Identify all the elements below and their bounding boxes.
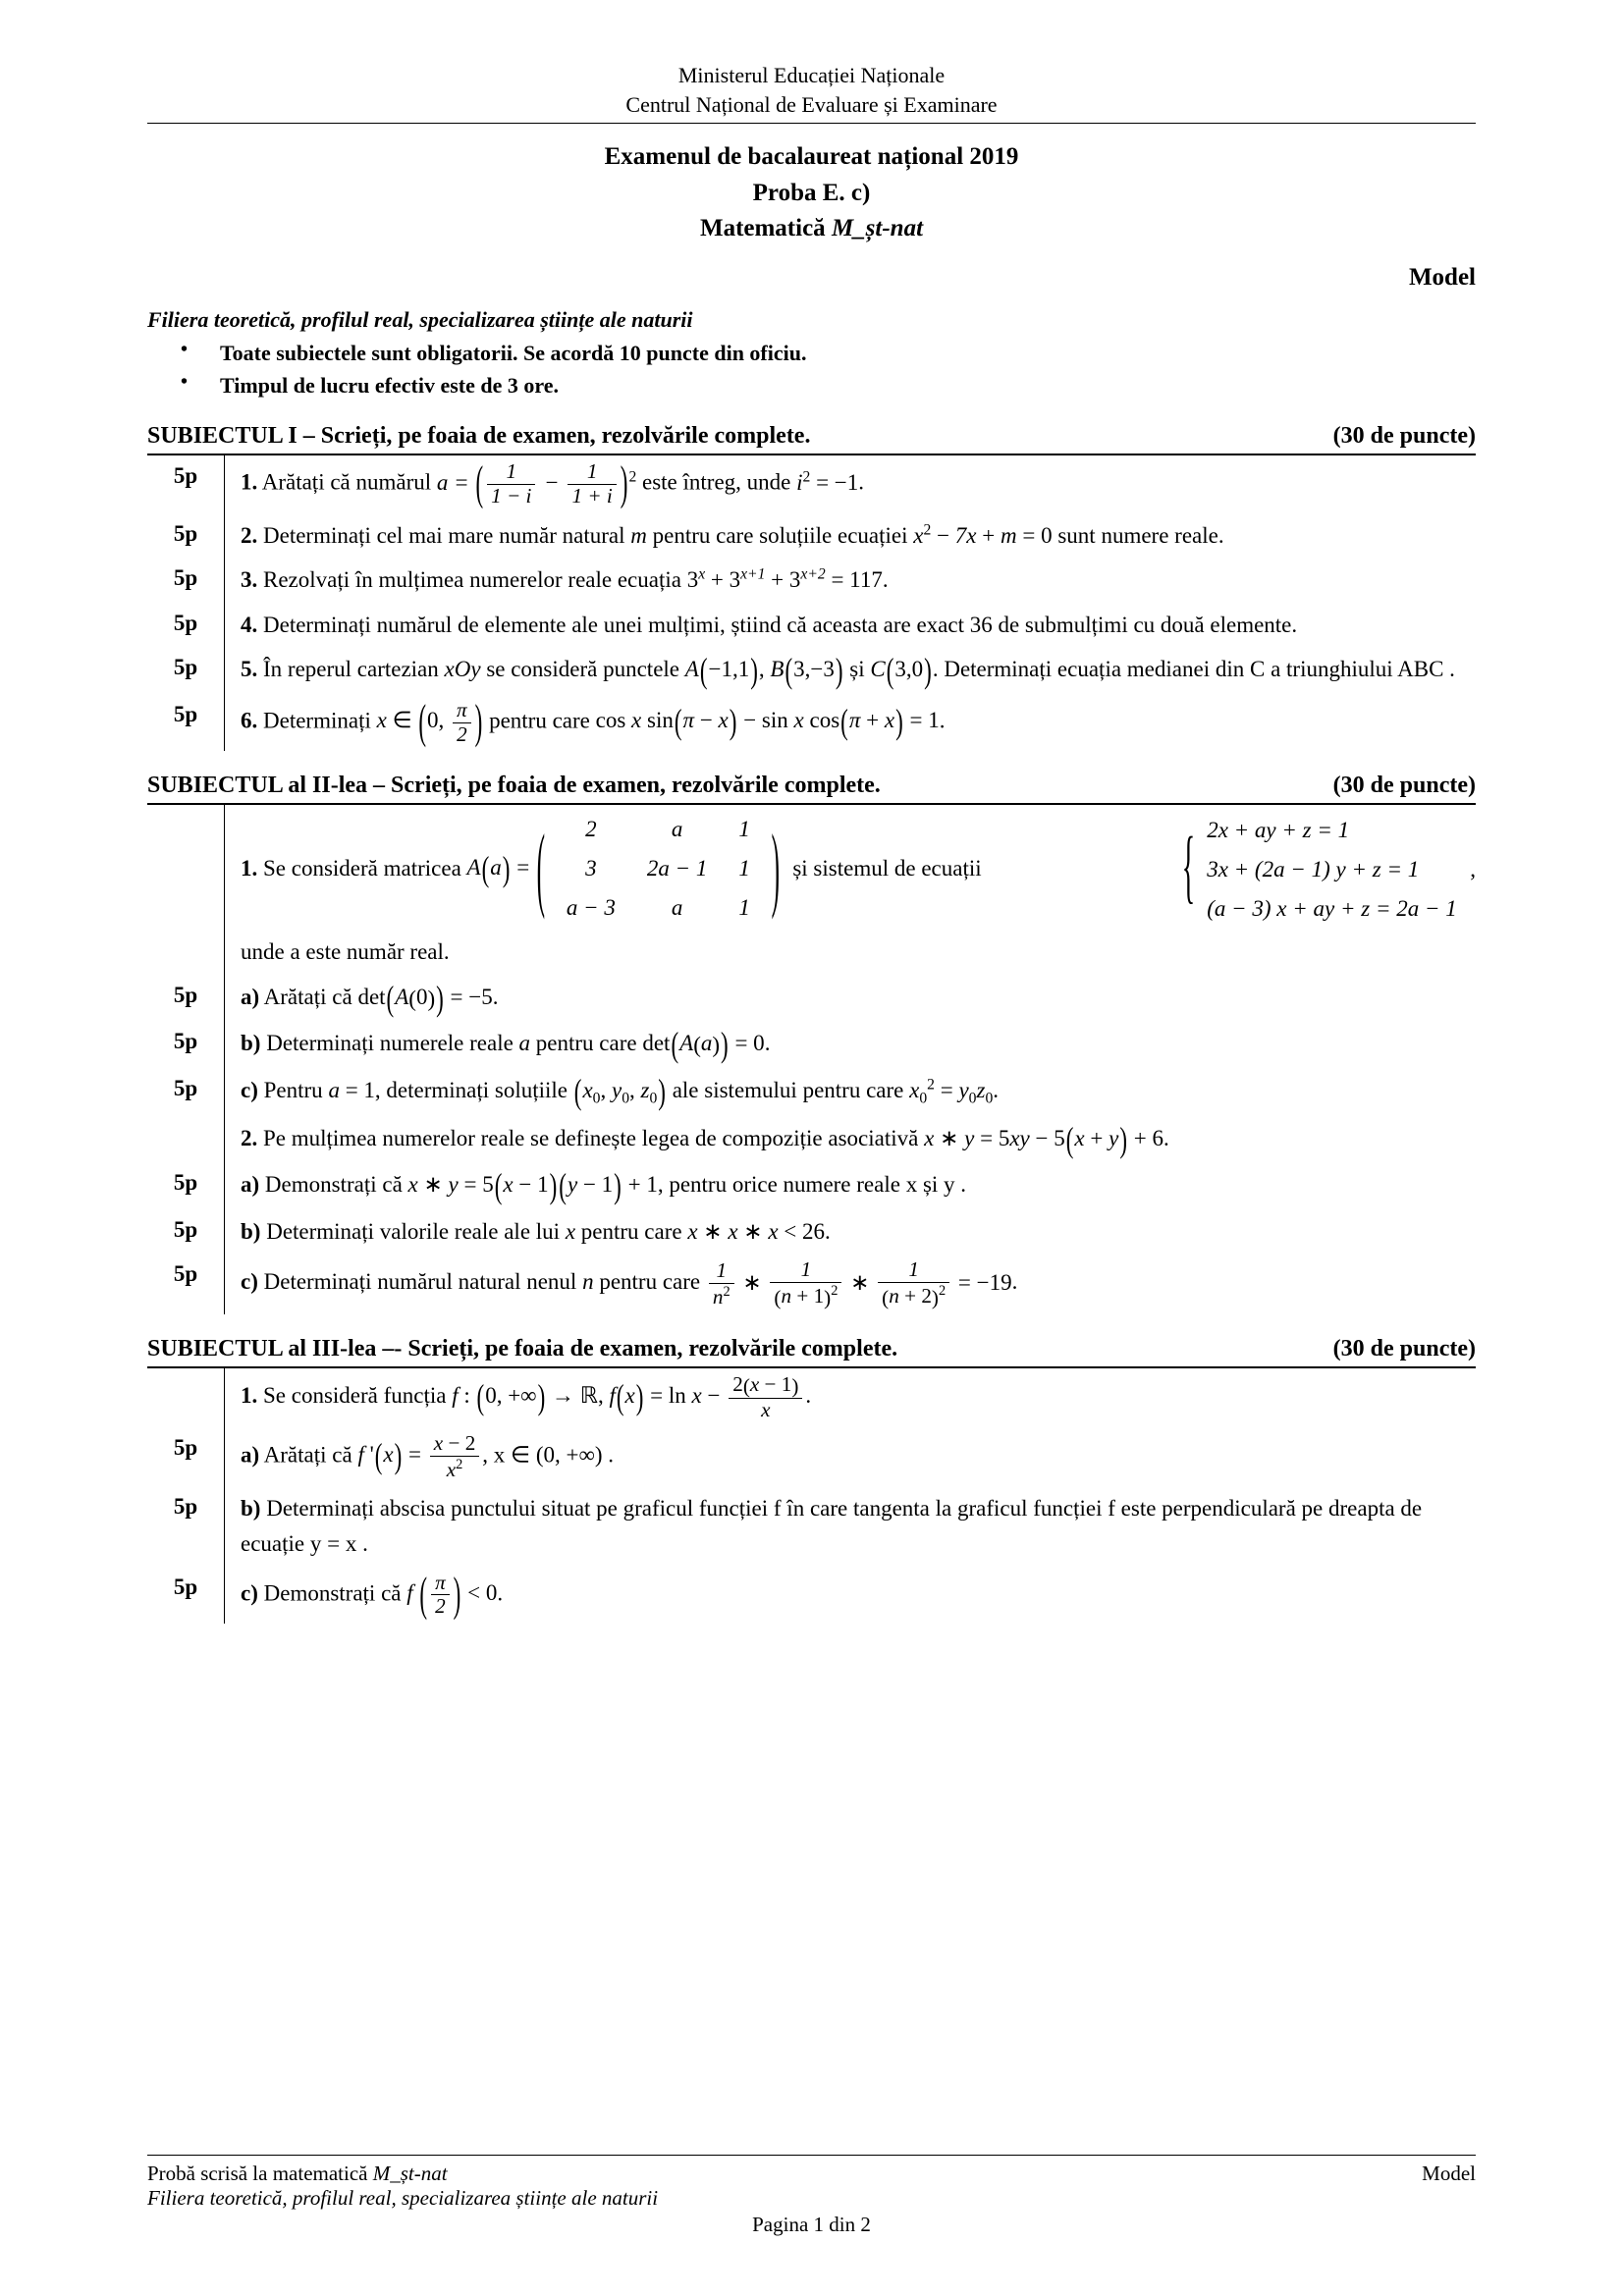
table-row: [147, 1486, 1476, 1566]
exam-subject: [147, 211, 1476, 246]
question-text-mid: , determinați soluțiile: [374, 1077, 568, 1102]
question-text: Determinați numărul natural nenul: [263, 1269, 577, 1295]
question-points: 5p: [147, 1567, 225, 1624]
question-text-end: .: [492, 984, 499, 1009]
list-item: • Timpul de lucru efectiv este de 3 ore.: [181, 369, 1476, 401]
question-text-end: .: [1011, 1269, 1018, 1295]
question-points-empty: [147, 805, 225, 975]
question-text-mid: pentru care: [580, 1218, 682, 1244]
question-text-end: , pentru orice numere reale x și y .: [657, 1172, 967, 1198]
model-label: Model: [1408, 264, 1476, 292]
question-body: 5. În reperul cartezian xOy se consideră punctele A(−1,1), B(3,−3) și C(3,0). Determinați ecuația medianei din C a triunghiului ABC .: [241, 652, 1455, 691]
footer-left-line2: Filiera teoretică, profilul real, specializarea științe ale naturii: [147, 2186, 659, 2210]
exam-title: Examenul de bacalaureat național 2019: [604, 143, 1019, 171]
subject-1-questions: [147, 455, 1476, 751]
table-row: [147, 647, 1476, 694]
question-text: Se consideră funcția: [263, 1383, 447, 1409]
question-text-mid: pentru care: [599, 1269, 701, 1295]
list-item: • Toate subiectele sunt obligatorii. Se acordă 10 puncte din oficiu.: [181, 337, 1476, 369]
question-text-end: Determinați ecuația medianei din C a triunghiului ABC .: [944, 657, 1455, 682]
table-row: (a − 3) x + ay + z = 2a − 1: [1207, 895, 1457, 921]
question-points: 5p: [147, 558, 225, 603]
ministry-line: Ministerul Educației Naționale: [677, 63, 946, 87]
question-number: 2.: [241, 522, 258, 548]
table-row: [147, 1254, 1476, 1314]
table-row: [147, 1068, 1476, 1116]
question-number: 6.: [241, 708, 258, 733]
subject-3-questions: [147, 1368, 1476, 1624]
question-text-mid: pentru care soluțiile ecuației: [652, 522, 908, 548]
intro-note: unde a este număr real.: [241, 939, 450, 965]
table-row: 3x + (2a − 1) y + z = 1: [1207, 856, 1420, 881]
comma: ,: [1470, 856, 1476, 881]
question-text: Determinați numărul de elemente ale unei mulțimi, știind că aceasta are exact 36 de submulțimi cu două elemente.: [263, 612, 1298, 637]
question-text: Arătați că numărul: [261, 469, 432, 495]
question-text-mid: se consideră punctele: [486, 657, 680, 682]
question-points: 5p: [147, 975, 225, 1022]
question-number: 2.: [241, 1125, 258, 1150]
question-text-end: .: [805, 1383, 812, 1409]
question-text-end: .: [993, 1077, 999, 1102]
section-title: SUBIECTUL al III-lea –- Scrieți, pe foaia de examen, rezolvările complete.: [147, 1336, 898, 1362]
question-body: 3. Rezolvați în mulțimea numerelor reale ecuația $3^x + 3^{x+1} + 3^{x+2} = 117$.: [241, 565, 889, 593]
question-text-end: .: [1163, 1125, 1169, 1150]
footer-text: Probă scrisă la matematică: [147, 2162, 373, 2185]
section-heading-3: [147, 1336, 1476, 1362]
table-row: [147, 1209, 1476, 1255]
question-points: 5p: [147, 455, 225, 512]
table-row: [147, 455, 1476, 512]
question-points: 5p: [147, 1209, 225, 1255]
question-text: Determinați abscisa punctului situat pe graficul funcției f în care tangenta la graficul funcției f este perpendiculară pe dreapta de ecuație y = x .: [241, 1496, 1423, 1556]
section-heading-1: [147, 423, 1476, 450]
question-text-end: .: [825, 1218, 831, 1244]
question-number: 1.: [241, 855, 258, 881]
equation-system: { 2x + ay + z = 1 3x + (2a − 1) y + z = 1 (a − 3) x + ay + z = 2a − 1: [1182, 810, 1459, 929]
table-row: [147, 558, 1476, 603]
question-text-mid: pentru care: [489, 708, 590, 733]
question-text-mid2: ale sistemului pentru care: [672, 1077, 904, 1102]
question-text: În reperul cartezian: [263, 657, 439, 682]
question-body: b) Determinați numerele reale a pentru care det(A(a)) = 0.: [241, 1026, 771, 1065]
comma: ,: [597, 1383, 604, 1409]
footer-model: Model: [1422, 2162, 1476, 2185]
question-points: 5p: [147, 1021, 225, 1068]
section-points: (30 de puncte): [1332, 773, 1476, 799]
question-points: 5p: [147, 694, 225, 751]
table-row: [147, 1427, 1476, 1486]
question-body: a) Arătați că det(A(0)) = −5.: [241, 979, 499, 1018]
question-letter: a): [241, 984, 260, 1009]
section-heading-2: [147, 773, 1476, 799]
exam-proba: Proba E. c): [752, 179, 871, 206]
table-row: [147, 694, 1476, 751]
question-points: 5p: [147, 647, 225, 694]
question-text: Se consideră matricea: [263, 855, 461, 881]
question-letter: b): [241, 1031, 261, 1056]
subject-2-questions: [147, 805, 1476, 1314]
question-text: Pentru: [263, 1077, 323, 1102]
table-row: [147, 1116, 1476, 1163]
question-text-after: [241, 934, 1476, 970]
question-points: 5p: [147, 603, 225, 648]
question-text: Determinați numerele reale: [266, 1031, 514, 1056]
table-row: [147, 1021, 1476, 1068]
question-body: 6. Determinați x ∈ (0, $\frac{\pi}{2}$ ) pentru care cos x sin(π − x) − sin x cos(π + x) = 1.: [241, 696, 946, 748]
question-var: x: [565, 1218, 576, 1244]
footer-divider: [147, 2155, 1476, 2156]
question-points: 5p: [147, 1427, 225, 1486]
question-text: Pe mulțimea numerelor reale se definește legea de compoziție asociativă: [263, 1125, 919, 1150]
question-text: Demonstrați că: [263, 1580, 402, 1606]
question-text: Rezolvați în mulțimea numerelor reale ecuația: [263, 567, 681, 593]
section-points: (30 de puncte): [1332, 423, 1476, 450]
subject-name: M_șt-nat: [831, 214, 924, 241]
table-row: [147, 805, 1476, 975]
question-text: Demonstrați că: [264, 1172, 403, 1198]
question-number: 1.: [241, 469, 258, 495]
question-text-mid: pentru care: [535, 1031, 637, 1056]
question-body: c) Demonstrați că f ( $\frac{\pi}{2}$ ) < 0.: [241, 1568, 504, 1621]
question-text: Determinați cel mai mare număr natural: [263, 522, 625, 548]
question-number: 5.: [241, 657, 258, 682]
question-number: 3.: [241, 567, 258, 593]
question-letter: b): [241, 1218, 261, 1244]
section-title: SUBIECTUL I – Scrieți, pe foaia de examen, rezolvările complete.: [147, 423, 811, 450]
question-text-end: , x ∈ (0, +∞) .: [482, 1442, 615, 1468]
question-points: 5p: [147, 1068, 225, 1116]
table-row: [147, 513, 1476, 559]
page-footer: [147, 2155, 1476, 2237]
question-text-end: .: [939, 708, 946, 733]
question-body: a) Demonstrați că x ∗ y = 5(x − 1)(y − 1) + 1, pentru orice numere reale x și y .: [241, 1167, 967, 1205]
question-letter: c): [241, 1077, 258, 1102]
header-divider: [147, 123, 1476, 124]
table-row: a − 3 a 1: [566, 894, 750, 920]
question-letter: a): [241, 1172, 260, 1198]
question-number: 1.: [241, 1383, 258, 1409]
question-body: c) Determinați numărul natural nenul n pentru care $\frac{1}{n^2}$ ∗ $\frac{1}{(n + 1)^2}$ ∗ $\frac{1}{(n + 2)^2}$ = −19.: [241, 1257, 1018, 1309]
question-text-end: .: [882, 567, 889, 593]
question-letter: a): [241, 1442, 260, 1468]
question-text: Determinați: [263, 708, 371, 733]
filiera-line: Filiera teoretică, profilul real, specializarea științe ale naturii: [147, 307, 693, 333]
section-title: SUBIECTUL al II-lea – Scrieți, pe foaia de examen, rezolvările complete.: [147, 773, 881, 799]
question-points: 5p: [147, 1486, 225, 1566]
table-row: [147, 975, 1476, 1022]
table-row: 3 2a − 1 1: [585, 855, 750, 881]
table-row: 2 a 1: [585, 817, 750, 842]
question-text: Arătați că: [263, 984, 352, 1009]
footer-subject: M_șt-nat: [372, 2162, 448, 2185]
question-points: 5p: [147, 1162, 225, 1209]
footer-page-number: Pagina 1 din 2: [752, 2213, 871, 2236]
matrix-A: ( 2 a 1 3 2a − 1 1 a − 3 a 1 ): [531, 810, 784, 927]
table-row: 2x + ay + z = 1: [1207, 818, 1350, 843]
table-row: [147, 1162, 1476, 1209]
question-body: 1. Arătați că numărul a = ( $\frac{1}{1 - i}$ − $\frac{1}{1 + i}$ )$^2$ este întreg, unde $i^2 = -1$.: [241, 457, 865, 509]
question-body: [225, 603, 1477, 648]
question-text-mid: este întreg, unde: [642, 469, 791, 495]
question-letter: b): [241, 1496, 261, 1522]
question-points: 5p: [147, 1254, 225, 1314]
subject-prefix: Matematică: [699, 214, 832, 241]
footer-left-line1: [147, 2162, 448, 2186]
question-text: Determinați valorile reale ale lui: [266, 1218, 561, 1244]
question-var: a: [518, 1031, 531, 1056]
question-body: 2. Pe mulțimea numerelor reale se definește legea de compoziție asociativă x ∗ y = 5xy − 5(x + y) + 6.: [241, 1120, 1169, 1159]
question-text-end: .: [764, 1031, 771, 1056]
question-letter: c): [241, 1269, 258, 1295]
question-body: c) Pentru a = 1, determinați soluțiile ($x_0$, $y_0$, $z_0$) ale sistemului pentru care $x_0^2 = y_0z_0$.: [241, 1072, 999, 1111]
question-var: n: [582, 1269, 594, 1295]
question-points-empty: [147, 1116, 225, 1163]
table-row: [147, 1567, 1476, 1624]
question-points: 5p: [147, 513, 225, 559]
question-body: b) Determinați valorile reale ale lui x pentru care x ∗ x ∗ x < 26.: [241, 1218, 831, 1244]
question-body: 1. Se consideră matricea A(a) = ( 2 a 1 3 2a − 1 1 a − 3 a 1 ) și sistemul de ecuații { 2x + ay + z = 1 3x + (2a − 1) y + z = 1 (a − 3) x + ay + z = 2a − 1 , unde a este număr real.: [225, 805, 1477, 975]
question-body: 1. Se consideră funcția f : (0, +∞) → ℝ, f(x) = ln x − $\frac{2(x - 1)}{x}$ .: [241, 1372, 812, 1422]
table-row: [147, 603, 1476, 648]
question-body: [225, 1486, 1477, 1566]
question-var: m: [630, 522, 647, 548]
question-text-end: sunt numere reale.: [1057, 522, 1224, 548]
center-line: Centrul Național de Evaluare și Examinare: [625, 91, 998, 117]
question-number: 4.: [241, 612, 258, 637]
instructions-list: [147, 337, 1476, 401]
question-text-mid: și sistemul de ecuații: [792, 855, 982, 881]
exam-title-block: [147, 139, 1476, 246]
question-text-end: .: [497, 1580, 504, 1606]
question-points-empty: [147, 1368, 225, 1427]
question-letter: c): [241, 1580, 258, 1606]
question-text: Arătați că: [263, 1442, 352, 1468]
question-body: a) Arătați că f '(x) = $\frac{x - 2}{x^2}$ , x ∈ (0, +∞) .: [241, 1430, 615, 1481]
question-text-end: .: [858, 469, 865, 495]
question-body: 2. Determinați cel mai mare număr natural m pentru care soluțiile ecuației $x^2 - 7x + m = 0$ sunt numere reale.: [241, 520, 1224, 548]
document-content: [147, 61, 1476, 1624]
table-row: [147, 1368, 1476, 1427]
section-points: (30 de puncte): [1332, 1336, 1476, 1362]
